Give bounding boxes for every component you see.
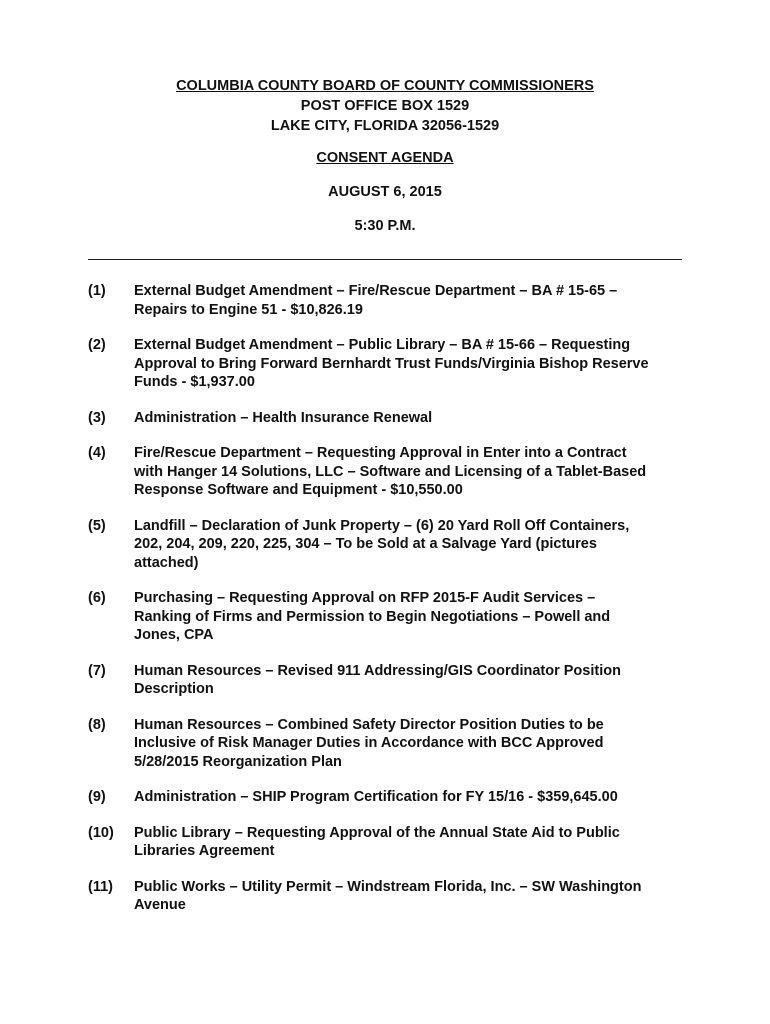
meeting-date: AUGUST 6, 2015 xyxy=(328,184,442,200)
agenda-item-number: (2) xyxy=(88,337,106,353)
board-name: COLUMBIA COUNTY BOARD OF COUNTY COMMISSIONERS xyxy=(176,78,594,94)
agenda-item xyxy=(0,589,770,645)
agenda-item-text: Human Resources – Combined Safety Director Position Duties to be Inclusive of Risk Manager Duties in Accordance with BCC Approved 5/28/2015 Reorganization Plan xyxy=(134,716,604,770)
document-header xyxy=(0,76,770,236)
agenda-items-list xyxy=(0,282,770,932)
agenda-item-text: Landfill – Declaration of Junk Property – (6) 20 Yard Roll Off Containers, 202, 204, 209, 220, 225, 304 – To be Sold at a Salvage Yard (pictures attached) xyxy=(134,517,630,571)
agenda-item-text: External Budget Amendment – Fire/Rescue Department – BA # 15-65 – Repairs to Engine 51 - $10,826.19 xyxy=(134,283,618,318)
city-state-zip: LAKE CITY, FLORIDA 32056-1529 xyxy=(270,118,500,134)
agenda-item-text: Public Works – Utility Permit – Windstream Florida, Inc. – SW Washington Avenue xyxy=(134,878,642,913)
agenda-item-text: Human Resources – Revised 911 Addressing/GIS Coordinator Position Description xyxy=(134,662,621,697)
agenda-item-text: Purchasing – Requesting Approval on RFP 2015-F Audit Services – Ranking of Firms and Permission to Begin Negotiations – Powell and Jones, CPA xyxy=(134,590,611,643)
meeting-time: 5:30 P.M. xyxy=(354,218,416,234)
agenda-item-text: Administration – Health Insurance Renewal xyxy=(134,409,433,426)
agenda-item-number: (4) xyxy=(88,445,106,461)
agenda-item-number: (8) xyxy=(88,716,106,733)
agenda-item-number: (7) xyxy=(88,662,106,679)
agenda-item xyxy=(0,444,770,500)
agenda-item-number: (11) xyxy=(88,878,113,895)
mailing-address: POST OFFICE BOX 1529 xyxy=(300,98,470,114)
agenda-item xyxy=(0,878,770,915)
agenda-item-number: (5) xyxy=(88,517,106,534)
agenda-item xyxy=(0,824,770,861)
agenda-title: CONSENT AGENDA xyxy=(316,150,454,166)
agenda-item xyxy=(0,517,770,573)
agenda-item-number: (1) xyxy=(88,283,106,299)
agenda-item-number: (3) xyxy=(88,409,106,426)
agenda-item xyxy=(0,409,770,428)
agenda-item-text: Fire/Rescue Department – Requesting Approval in Enter into a Contract with Hanger 14 Solutions, LLC – Software and Licensing of a Tablet-Based Response Software and Equipment - $10,550.00 xyxy=(134,445,647,498)
agenda-item-number: (10) xyxy=(88,824,114,841)
agenda-item xyxy=(0,336,770,392)
agenda-item-text: Administration – SHIP Program Certification for FY 15/16 - $359,645.00 xyxy=(134,789,618,805)
agenda-item xyxy=(0,282,770,319)
agenda-item-text: External Budget Amendment – Public Library – BA # 15-66 – Requesting Approval to Bring Forward Bernhardt Trust Funds/Virginia Bishop Reserve Funds - $1,937.00 xyxy=(134,337,649,390)
horizontal-divider xyxy=(88,259,682,260)
agenda-item xyxy=(0,716,770,772)
agenda-item-text: Public Library – Requesting Approval of the Annual State Aid to Public Libraries Agreement xyxy=(134,824,620,859)
agenda-item-number: (9) xyxy=(88,789,106,805)
agenda-item-number: (6) xyxy=(88,590,106,606)
agenda-item xyxy=(0,788,770,807)
agenda-item xyxy=(0,662,770,699)
